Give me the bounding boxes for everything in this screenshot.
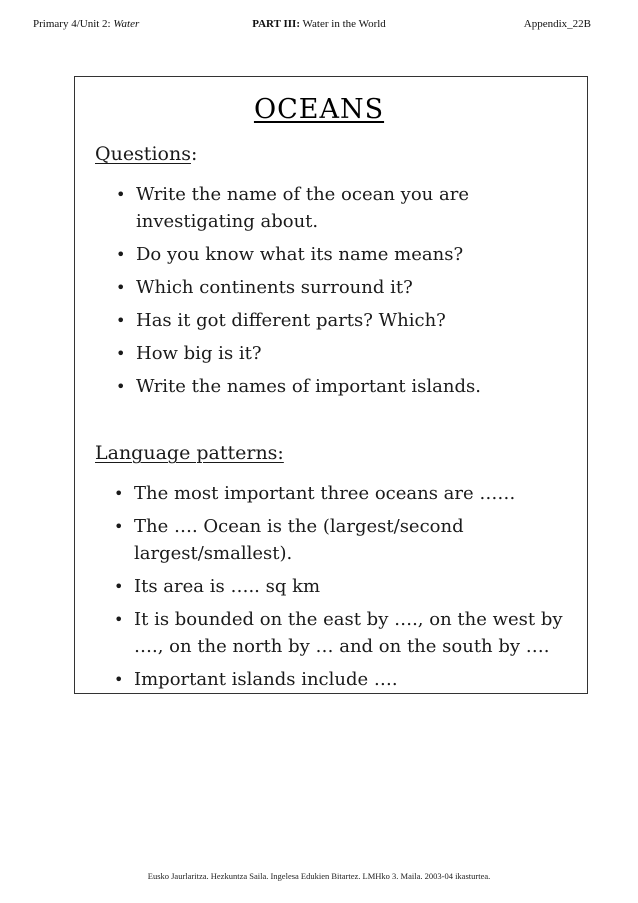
- bullet-icon: •: [114, 670, 124, 689]
- bullet-icon: •: [116, 278, 126, 297]
- bullet-icon: •: [116, 311, 126, 330]
- header-appendix: Appendix_22B: [523, 18, 591, 30]
- list-item-text: Its area is ….. sq km: [134, 576, 321, 597]
- bullet-icon: •: [114, 610, 124, 629]
- questions-heading-colon: :: [190, 143, 198, 165]
- header-unit-topic: Water: [113, 18, 140, 30]
- header-part-title: Water in the World: [300, 18, 386, 30]
- bullet-icon: •: [114, 577, 124, 596]
- list-item: [112, 274, 588, 301]
- language-patterns-heading: [95, 440, 284, 466]
- questions-heading-label: Questions: [95, 143, 191, 165]
- questions-list: [112, 181, 588, 406]
- list-item-text: Do you know what its name means?: [136, 244, 464, 265]
- list-item-text: Has it got different parts? Which?: [136, 310, 446, 331]
- bullet-icon: •: [116, 245, 126, 264]
- list-item: [110, 480, 588, 507]
- page-footer: Eusko Jaurlaritza. Hezkuntza Saila. Ingelesa Edukien Bitartez. LMHko 3. Maila. 2003-04 ikasturtea.: [147, 871, 491, 881]
- list-item: [112, 340, 588, 367]
- list-item-text: The …. Ocean is the (largest/second largest/smallest).: [134, 516, 464, 564]
- list-item: [112, 241, 588, 268]
- list-item-text: Write the names of important islands.: [136, 376, 481, 397]
- header-unit-prefix: Primary 4/Unit 2:: [33, 18, 114, 30]
- language-patterns-heading-label: Language patterns:: [95, 442, 284, 464]
- bullet-icon: •: [116, 344, 126, 363]
- language-patterns-list: [110, 480, 588, 699]
- list-item-text: Which continents surround it?: [136, 277, 413, 298]
- list-item-text: It is bounded on the east by …., on the west by …., on the north by … and on the south by ….: [134, 609, 563, 657]
- list-item: [112, 373, 588, 400]
- page-title: OCEANS: [253, 94, 385, 125]
- page-header: [0, 16, 638, 32]
- bullet-icon: •: [114, 517, 124, 536]
- list-item-text: The most important three oceans are ……: [134, 483, 516, 504]
- bullet-icon: •: [116, 377, 126, 396]
- list-item-text: How big is it?: [136, 343, 262, 364]
- header-part-label: PART III:: [252, 18, 300, 30]
- list-item: [112, 307, 588, 334]
- list-item-text: Write the name of the ocean you are investigating about.: [136, 184, 469, 232]
- list-item: [110, 666, 588, 693]
- questions-heading: [95, 141, 197, 167]
- list-item: [110, 606, 588, 660]
- bullet-icon: •: [114, 484, 124, 503]
- bullet-icon: •: [116, 185, 126, 204]
- list-item: [110, 513, 588, 567]
- list-item: [112, 181, 588, 235]
- list-item: [110, 573, 588, 600]
- list-item-text: Important islands include ….: [134, 669, 398, 690]
